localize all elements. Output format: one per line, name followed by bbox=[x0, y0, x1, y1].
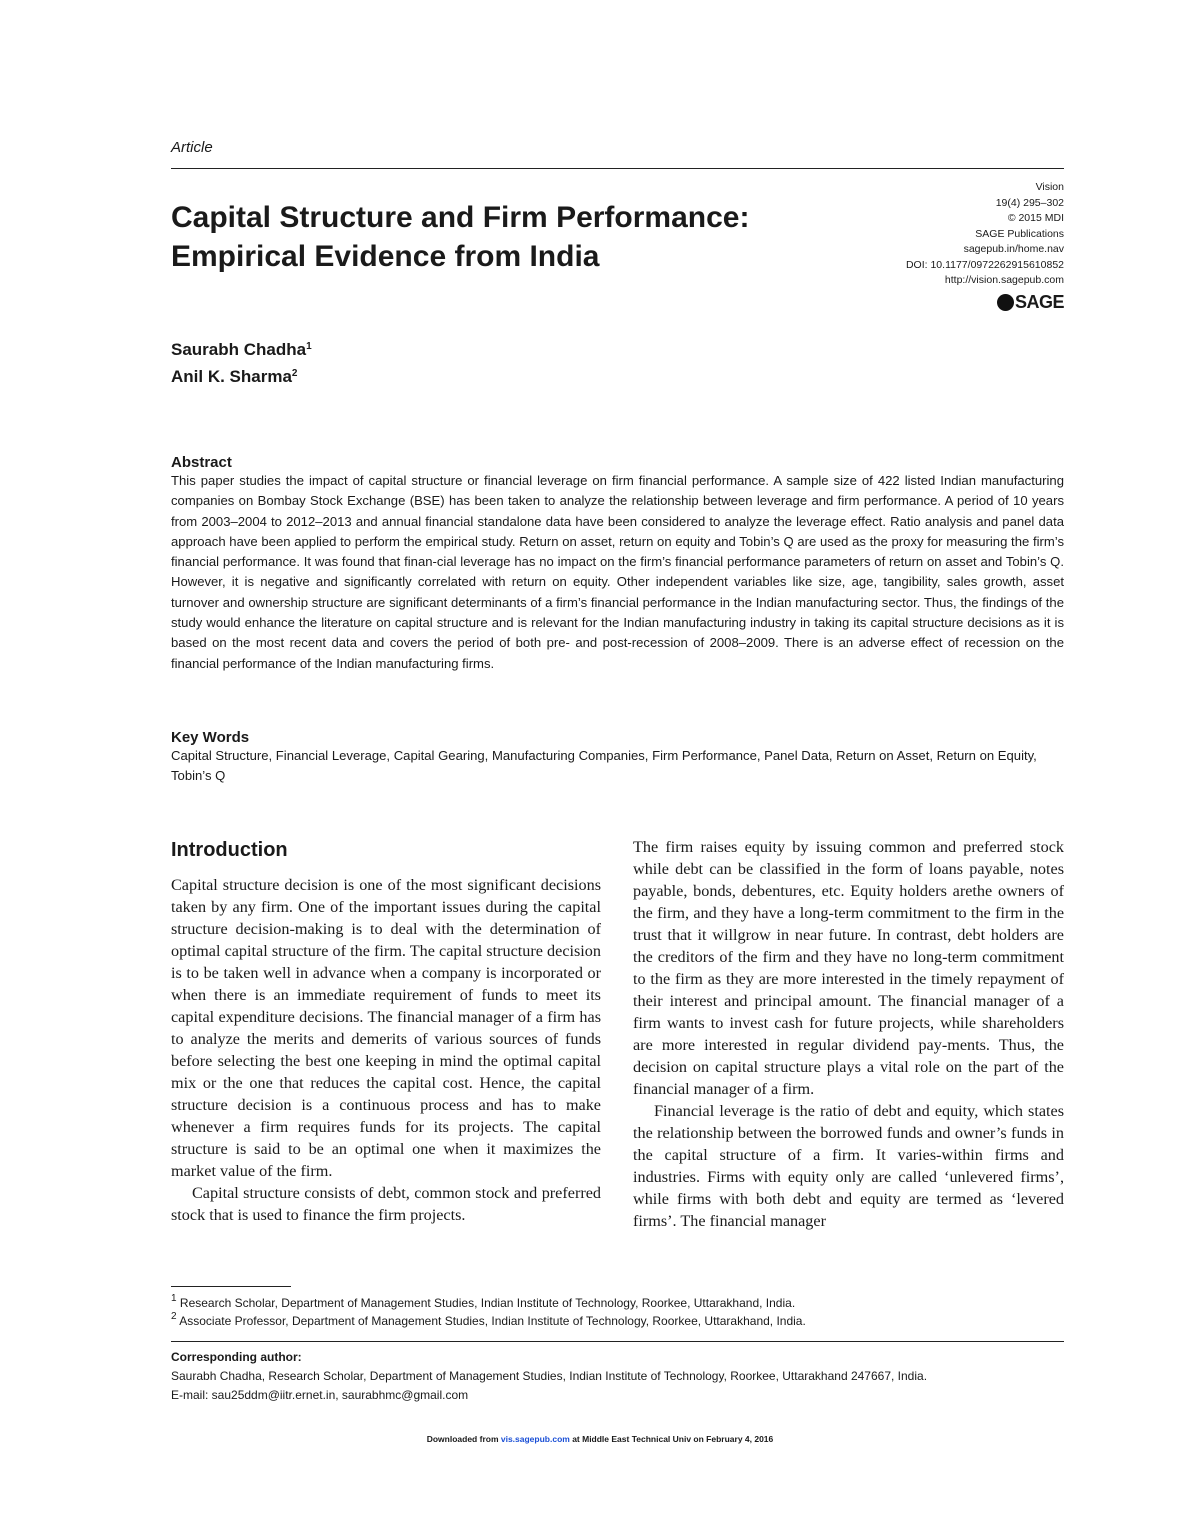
body-column-left bbox=[171, 836, 601, 1226]
header-rule bbox=[171, 168, 1064, 169]
body-paragraph: Financial leverage is the ratio of debt and equity, which states the relationship between the borrowed funds and owner’s funds in the capital structure of a firm. It varies-within firms and industries. Firms with equity only are called ‘unlevered firms’, while firms with both debt and equity are termed as ‘levered firms’. The financial manager bbox=[633, 1102, 1064, 1230]
corresponding-author-label: Corresponding author: bbox=[171, 1350, 302, 1364]
sage-logo-mark-icon bbox=[997, 294, 1014, 311]
copyright: © 2015 MDI bbox=[1007, 212, 1064, 224]
keywords-section bbox=[171, 729, 1064, 787]
footnote-number: 1 bbox=[171, 1293, 177, 1304]
author-name: Saurabh Chadha bbox=[171, 340, 307, 359]
author-list bbox=[171, 336, 312, 390]
sage-logo-text: SAGE bbox=[1014, 292, 1064, 312]
publisher-url[interactable]: sagepub.in/home.nav bbox=[963, 243, 1064, 255]
author-affiliation-mark: 2 bbox=[291, 368, 298, 379]
body-column-right bbox=[633, 836, 1064, 1232]
footnote-text: Research Scholar, Department of Management Studies, Indian Institute of Technology, Roorkee, Uttarakhand, India. bbox=[179, 1296, 796, 1310]
corresponding-author-address: Saurabh Chadha, Research Scholar, Department of Management Studies, Indian Institute of Technology, Roorkee, Uttarakhand 247667, India. bbox=[171, 1369, 928, 1383]
author bbox=[171, 363, 312, 390]
corresponding-author-email[interactable]: E-mail: sau25ddm@iitr.ernet.in, saurabhmc@gmail.com bbox=[171, 1388, 469, 1402]
footnotes bbox=[171, 1294, 1064, 1330]
body-paragraph: Capital structure decision is one of the most significant decisions taken by any firm. One of the important issues during the capital structure decision-making is to deal with the determination of optimal capital structure of the firm. The capital structure decision is to be taken well in advance when a company is incorporated or when there is an immediate requirement of funds to meet its capital expenditure decisions. The financial manager of a firm has to analyze the merits and demerits of various sources of funds before selecting the best one keeping in mind the optimal capital mix or the one that reduces the capital cost. Hence, the capital structure decision is a continuous process and has to make whenever a firm requires funds for its projects. The capital structure is said to be an optimal one when it maximizes the market value of the firm. bbox=[171, 876, 601, 1180]
paper-title bbox=[171, 198, 871, 276]
journal-meta bbox=[906, 180, 1064, 289]
download-source-link[interactable]: vis.sagepub.com bbox=[500, 1434, 570, 1444]
author-name: Anil K. Sharma bbox=[171, 367, 292, 386]
download-notice-suffix: at Middle East Technical Univ on February 4, 2016 bbox=[569, 1434, 774, 1444]
corresponding-author-block bbox=[171, 1348, 1064, 1405]
sage-logo bbox=[997, 292, 1064, 313]
body-paragraph: The firm raises equity by issuing common and preferred stock while debt can be classified in the form of loans payable, notes payable, bonds, debentures, etc. Equity holders arethe owners of the firm, and they have a long-term commitment to the firm in the trust that it willgrow in near future. In contrast, debt holders are the creditors of the firm and they have no long-term commitment to the firm as they are more interested in the timely repayment of their interest and principal amount. The financial manager of a firm wants to invest cash for future projects, while shareholders are more interested in regular dividend pay-ments. Thus, the decision on capital structure plays a vital role on the part of the financial manager of a firm. bbox=[633, 838, 1064, 1098]
author bbox=[171, 336, 312, 363]
footnote-rule bbox=[171, 1286, 291, 1287]
paper-title-line: Empirical Evidence from India bbox=[171, 240, 600, 273]
footnote bbox=[171, 1312, 1064, 1330]
footnote bbox=[171, 1294, 1064, 1312]
footnote-number: 2 bbox=[171, 1311, 177, 1322]
download-notice-prefix: Downloaded from bbox=[426, 1434, 501, 1444]
section-heading: Introduction bbox=[171, 839, 288, 861]
paper-title-line: Capital Structure and Firm Performance: bbox=[171, 201, 750, 234]
corresponding-rule bbox=[171, 1341, 1064, 1342]
keywords-text: Capital Structure, Financial Leverage, Capital Gearing, Manufacturing Companies, Firm Performance, Panel Data, Return on Asset, Return on Equity, Tobin’s Q bbox=[171, 748, 1037, 784]
doi[interactable]: DOI: 10.1177/0972262915610852 bbox=[905, 258, 1064, 271]
article-type-label: Article bbox=[171, 139, 213, 156]
footnote-text: Associate Professor, Department of Management Studies, Indian Institute of Technology, Roorkee, Uttarakhand, India. bbox=[179, 1314, 806, 1328]
journal-volume: 19(4) 295–302 bbox=[995, 196, 1064, 209]
author-affiliation-mark: 1 bbox=[306, 341, 312, 352]
abstract-heading: Abstract bbox=[171, 454, 232, 471]
body-paragraph: Capital structure consists of debt, common stock and preferred stock that is used to finance the firm projects. bbox=[171, 1184, 601, 1224]
publisher-name: SAGE Publications bbox=[975, 227, 1064, 240]
abstract-text: This paper studies the impact of capital structure or financial leverage on firm financial performance. A sample size of 422 listed Indian manufacturing companies on Bombay Stock Exchange (BSE) has been taken to analyze the relationship between leverage and firm performance. A period of 10 years from 2003–2004 to 2012–2013 and annual financial standalone data have been considered to analyze the leverage effect. Ratio analysis and panel data approach have been applied to perform the empirical study. Return on asset, return on equity and Tobin’s Q are used as the proxy for measuring the firm’s financial performance. It was found that finan-cial leverage has no impact on the firm’s financial performance parameters of return on asset and Tobin’s Q. However, it is negative and significantly correlated with return on equity. Other independent variables like size, age, tangibility, sales growth, asset turnover and ownership structure are significant determinants of a firm’s financial performance in the Indian manufacturing sector. Thus, the findings of the study would enhance the literature on capital structure and is relevant for the Indian manufacturing industry in taking its capital structure decisions as it is based on the most recent data and covers the period of both pre- and post-recession of 2008–2009. There is an adverse effect of recession on the financial performance of the Indian manufacturing firms. bbox=[171, 473, 1064, 671]
keywords-heading: Key Words bbox=[171, 729, 250, 746]
abstract-section bbox=[171, 454, 1064, 674]
journal-name: Vision bbox=[1035, 181, 1064, 193]
journal-url[interactable]: http://vision.sagepub.com bbox=[944, 274, 1064, 286]
download-notice bbox=[0, 1434, 1200, 1444]
